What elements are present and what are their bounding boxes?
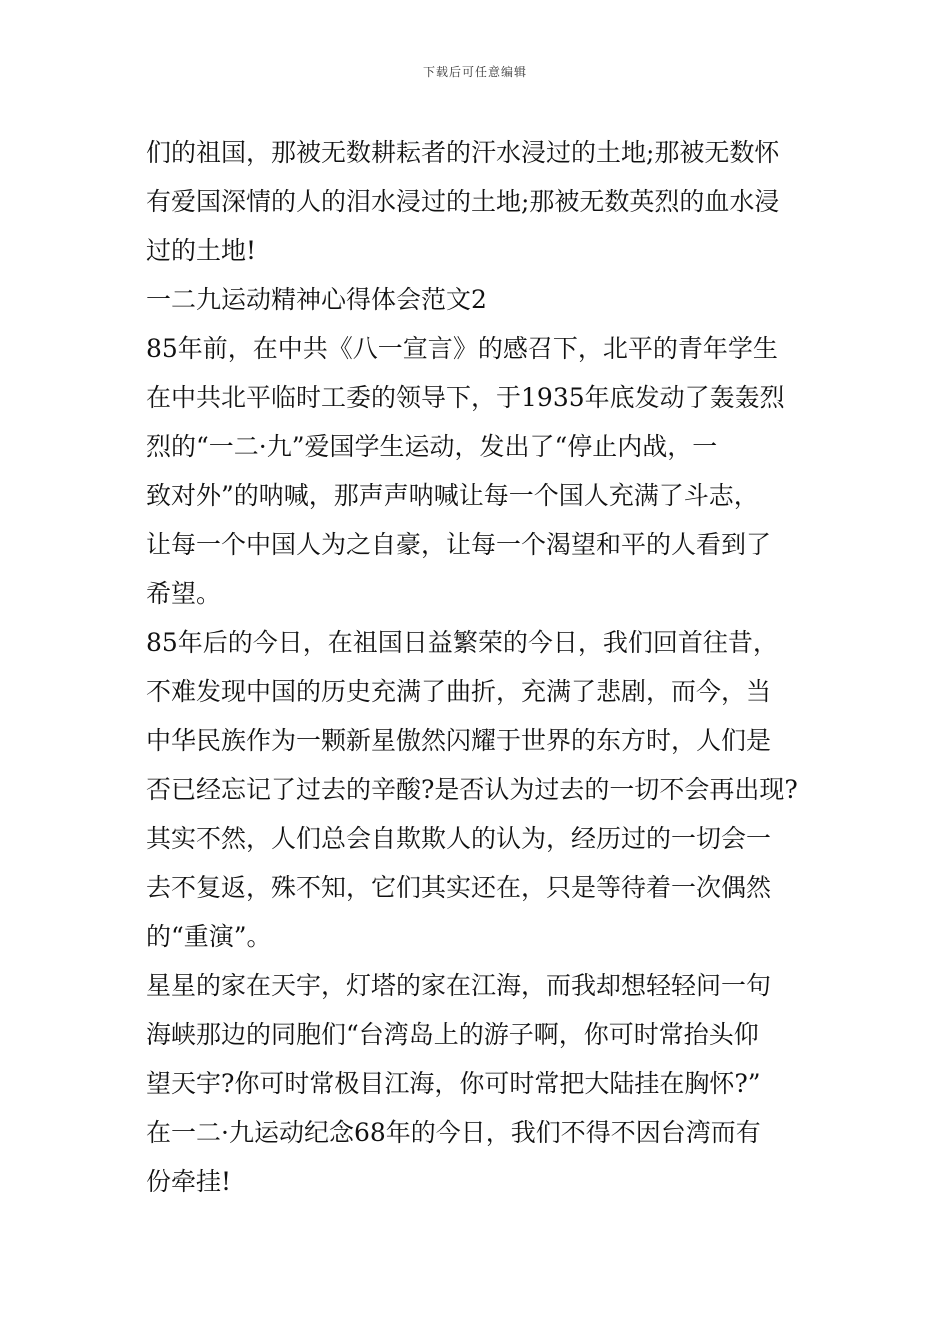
text-line: 有爱国深情的人的泪水浸过的土地;那被无数英烈的血水浸 [146, 187, 780, 216]
text-line: 海峡那边的同胞们“台湾岛上的游子啊，你可时常抬头仰 [146, 1020, 759, 1049]
text-line: 不难发现中国的历史充满了曲折，充满了悲剧，而今，当 [146, 677, 772, 706]
text-line: 在中共北平临时工委的领导下，于1935年底发动了轰轰烈 [146, 383, 785, 412]
text-line: 的“重演”。 [146, 922, 272, 951]
text-line: 们的祖国，那被无数耕耘者的汗水浸过的土地;那被无数怀 [146, 138, 780, 167]
text-line: 份牵挂! [146, 1167, 232, 1196]
text-line: 否已经忘记了过去的辛酸?是否认为过去的一切不会再出现? [146, 775, 798, 804]
text-line: 星星的家在天宇，灯塔的家在江海，而我却想轻轻问一句 [146, 971, 772, 1000]
text-line: 过的土地! [146, 236, 257, 265]
text-line: 85年前，在中共《八一宣言》的感召下，北平的青年学生 [146, 334, 778, 363]
page-header: 下载后可任意编辑 [422, 65, 527, 79]
text-line: 希望。 [146, 579, 222, 608]
text-line: 让每一个中国人为之自豪，让每一个渴望和平的人看到了 [146, 530, 772, 559]
body-text [146, 128, 816, 1206]
text-line: 其实不然，人们总会自欺欺人的认为，经历过的一切会一 [146, 824, 772, 853]
text-line: 85年后的今日，在祖国日益繁荣的今日，我们回首往昔， [146, 628, 778, 657]
text-line: 去不复返，殊不知，它们其实还在，只是等待着一次偶然 [146, 873, 772, 902]
text-line: 在一二·九运动纪念68年的今日，我们不得不因台湾而有 [146, 1118, 761, 1147]
text-line: 烈的“一二·九”爱国学生运动，发出了“停止内战，一 [146, 432, 718, 461]
text-line: 致对外”的呐喊，那声声呐喊让每一个国人充满了斗志， [146, 481, 759, 510]
text-line: 望天宇?你可时常极目江海，你可时常把大陆挂在胸怀?” [146, 1069, 761, 1098]
text-line: 中华民族作为一颗新星傲然闪耀于世界的东方时，人们是 [146, 726, 772, 755]
section-title: 一二九运动精神心得体会范文2 [146, 285, 487, 314]
